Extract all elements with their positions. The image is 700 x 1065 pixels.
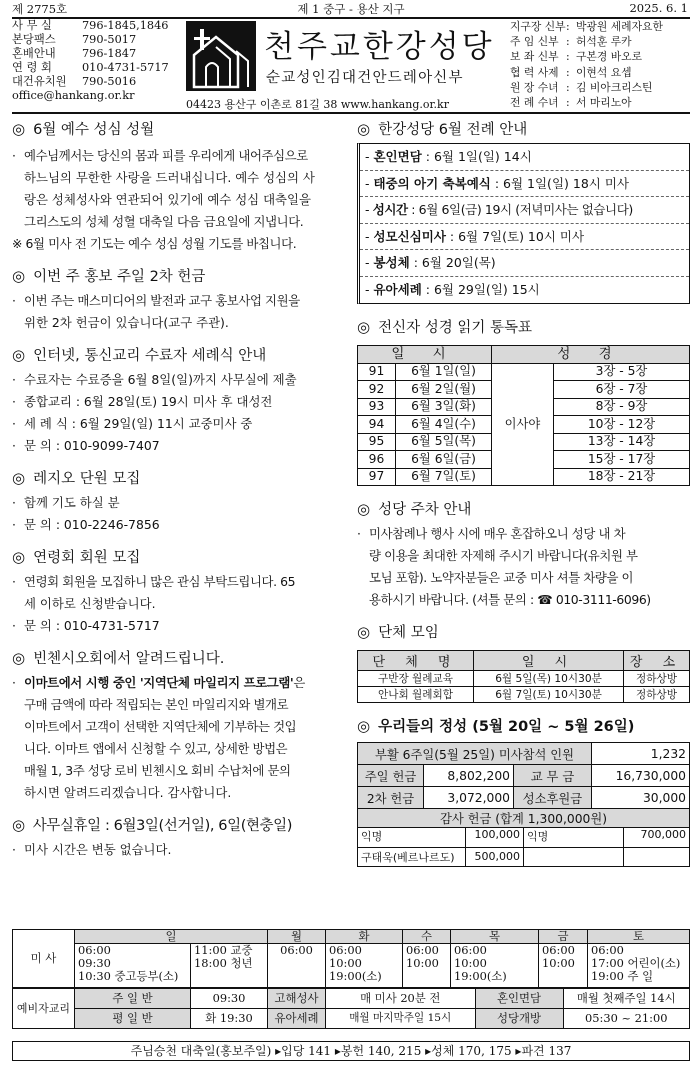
double-circle-icon: ◎ bbox=[12, 468, 26, 487]
double-circle-icon: ◎ bbox=[357, 119, 371, 138]
issue-date: 2025. 6. 1 bbox=[629, 1, 688, 15]
clergy-row: 전 례 수녀 : 서 마리노아 bbox=[510, 96, 632, 110]
contact-fax: 본당팩스 790-5017 bbox=[12, 32, 137, 46]
sun-times-1: 06:00 09:30 10:30 중고등부(소) bbox=[75, 944, 191, 988]
double-circle-icon: ◎ bbox=[12, 648, 26, 667]
table-row: 94 6월 4일(수) 10장 - 12장 bbox=[358, 416, 690, 434]
list-item: - 봉성체 : 6월 20일(목) bbox=[360, 250, 689, 277]
liturgy-list bbox=[357, 143, 690, 304]
table-row: 안나회 월례회합 6월 7일(토) 10시30분 정하상방 bbox=[358, 687, 690, 703]
contact-office: 사 무 실 796-1845,1846 bbox=[12, 19, 169, 32]
issue-number: 제 2775호 bbox=[12, 2, 68, 16]
list-item: - 태중의 아기 축복예식 : 6월 1일(일) 18시 미사 bbox=[360, 171, 689, 198]
clergy-row: 협 력 사제 : 이현석 요셉 bbox=[510, 65, 632, 79]
contact-list bbox=[12, 19, 182, 102]
list-item: - 유아세례 : 6월 29일(일) 15시 bbox=[365, 281, 540, 297]
day-mon: 월 bbox=[268, 930, 326, 944]
sun-times-2: 11:00 교중 18:00 청년 bbox=[191, 944, 268, 988]
catechumen-label: 예비자교리 bbox=[13, 989, 75, 1029]
section-title: ◎ 연령회 회원 모집 bbox=[12, 547, 141, 566]
right-column bbox=[357, 118, 690, 867]
church-patron: 순교성인김대건안드레아신부 bbox=[266, 70, 464, 86]
table-row: 96 6월 6일(금) 15장 - 17장 bbox=[358, 451, 690, 469]
top-bar bbox=[12, 1, 690, 17]
header-divider bbox=[12, 112, 690, 114]
table-row: 95 6월 5일(목) 13장 - 14장 bbox=[358, 433, 690, 451]
clergy-row: 보 좌 신부 : 구본경 바오로 bbox=[510, 50, 643, 64]
list-item: - 성시간 : 6월 6일(금) 19시 (저녁미사는 없습니다) bbox=[360, 197, 689, 224]
section-title: ◎ 우리들의 정성 (5월 20일 ~ 5월 26일) bbox=[357, 716, 635, 735]
section-title: ◎ 레지오 단원 모집 bbox=[12, 468, 141, 487]
contact-email[interactable]: office@hankang.or.kr bbox=[12, 88, 135, 102]
fri-times: 06:00 10:00 bbox=[539, 944, 588, 988]
section-baptism: ◎ 인터넷, 통신교리 수료자 세례식 안내 · 수료자는 수료증을 6월 8일(일)까지 사무실에 제출 · 종합교리 : 6월 28일(토) 19시 미사 후 대성전 · 세 례 식 : 6월 29일(일) 11시 교중미사 중 · 문 의 : 010-9099-7407 bbox=[12, 344, 347, 457]
sat-times: 06:00 17:00 어린이(소) 19:00 주 일 bbox=[588, 944, 690, 988]
section-offering bbox=[357, 715, 690, 867]
section-legio: ◎ 레지오 단원 모집 · 함께 기도 하실 분 · 문 의 : 010-2246-7856 bbox=[12, 467, 347, 536]
section-parking: ◎ 성당 주차 안내 · 미사참례나 행사 시에 매우 혼잡하오니 성당 내 차 량 이용을 최대한 자제해 주시기 바랍니다(유치원 부 모님 포함). 노약자분들은 교중 미사 셔틀 차량을 이 용하시기 바랍니다. (셔틀 문의 : ☎ 010-3111-6096) bbox=[357, 498, 690, 611]
double-circle-icon: ◎ bbox=[357, 622, 371, 641]
contact-wedding: 혼배안내 796-1847 bbox=[12, 46, 137, 60]
church-address[interactable]: 04423 용산구 이촌로 81길 38 www.hankang.or.kr bbox=[186, 98, 449, 111]
section-sacred-heart: ◎ 6월 예수 성심 성월 · 예수님께서는 당신의 몸과 피를 우리에게 내어주심으로 하느님의 무한한 사랑을 드러내십니다. 예수 성심의 사 랑은 성체성사와 연관되어 있기에 예수 성심 대축일을 그리스도의 성체 성혈 대축일 다음 금요일에 지냅니다. ※ 6월 미사 전 기도는 예수 성심 성월 기도를 바칩니다. bbox=[12, 118, 347, 255]
note-text: ※ 6월 미사 전 기도는 예수 성심 성월 기도를 바칩니다. bbox=[12, 236, 297, 251]
clergy-row: 원 장 수녀 : 김 비아크리스틴 bbox=[510, 80, 653, 94]
table-row: 구반장 월례교육 6월 5일(목) 10시30분 정하상방 bbox=[358, 671, 690, 687]
section-vincent: ◎ 빈첸시오회에서 알려드립니다. · 이마트에서 시행 중인 '지역단체 마일리지 프로그램'은 구매 금액에 따라 적립되는 본인 마일리지와 별개로 이마트에서 고객이 선택한 지역단체에 기부하는 것입 니다. 이마트 앱에서 신청할 수 있고, 상세한 방법은 매월 1, 3주 성당 로비 빈첸시오 회비 수납처에 문의 하시면 알려드리겠습니다. 감사합니다. bbox=[12, 647, 347, 804]
table-row: 91 6월 1일(일) 이사야 3장 - 5장 bbox=[358, 363, 690, 381]
table-row: 익명 100,000 익명 700,000 bbox=[358, 828, 690, 847]
double-circle-icon: ◎ bbox=[357, 499, 371, 518]
day-wed: 수 bbox=[403, 930, 451, 944]
section-liturgy bbox=[357, 118, 690, 304]
offering-table bbox=[357, 742, 690, 828]
table-row: 부활 6주일(5월 25일) 미사참석 인원 1,232 bbox=[358, 743, 690, 765]
table-row: 구태욱(베르나르도) 500,000 bbox=[358, 847, 690, 866]
wed-times: 06:00 10:00 bbox=[403, 944, 451, 988]
book-name: 이사야 bbox=[492, 363, 554, 486]
table-row: 93 6월 3일(화) 8장 - 9장 bbox=[358, 398, 690, 416]
section-title: ◎ 사무실휴일 : 6월3일(선거일), 6일(현충일) bbox=[12, 815, 293, 834]
clergy-list bbox=[510, 19, 692, 110]
mass-label: 미 사 bbox=[13, 930, 75, 988]
double-circle-icon: ◎ bbox=[12, 815, 25, 834]
mon-times: 06:00 bbox=[268, 944, 326, 988]
double-circle-icon: ◎ bbox=[12, 119, 26, 138]
section-groups bbox=[357, 621, 690, 703]
double-circle-icon: ◎ bbox=[357, 317, 371, 336]
church-title: 천주교한강성당 bbox=[264, 29, 495, 65]
table-row: 감사 헌금 (합계 1,300,000원) bbox=[358, 809, 690, 828]
section-second-collection: ◎ 이번 주 홍보 주일 2차 헌금 · 이번 주는 매스미디어의 발전과 교구 홍보사업 지원을 위한 2차 헌금이 있습니다(교구 주관). bbox=[12, 265, 347, 334]
section-title: ◎ 빈첸시오회에서 알려드립니다. bbox=[12, 648, 225, 667]
day-sat: 토 bbox=[588, 930, 690, 944]
table-row: 92 6월 2일(월) 6장 - 7장 bbox=[358, 381, 690, 399]
section-bible-reading bbox=[357, 316, 690, 486]
section-title: ◎ 성당 주차 안내 bbox=[357, 499, 472, 518]
section-funeral-society: ◎ 연령회 회원 모집 · 연령회 회원을 모집하니 많은 관심 부탁드립니다. 65 세 이하로 신청받습니다. · 문 의 : 010-4731-5717 bbox=[12, 546, 347, 637]
section-title: ◎ 전신자 성경 읽기 통독표 bbox=[357, 317, 532, 336]
mass-schedule: 미 사 일 월 화 수 목 금 토 06:00 09:30 10:30 중고등부(소) 11:00 교중 18:00 청년 06:00 06:00 10:00 19:00(소) 06:00 10:00 06:00 10:00 19:00(소) 06:00 10:00 06:00 17:00 어린이(소) 19:00 주 일 예비자교리 주 일 반 09:30 고해성사 매 미사 20분 전 혼인면담 매월 첫째주일 14시 평 일 반 화 19:30 유아세례 매월 마지막주일 15시 성당개방 05:30 ~ 21:00 bbox=[12, 929, 690, 1029]
thanks-offering-table bbox=[357, 828, 690, 867]
column-header-book: 성 경 bbox=[492, 346, 690, 364]
thu-times: 06:00 10:00 19:00(소) bbox=[451, 944, 539, 988]
table-row: 2차 헌금 3,072,000 성소후원금 30,000 bbox=[358, 787, 690, 809]
table-row: 97 6월 7일(토) 18장 - 21장 bbox=[358, 468, 690, 486]
hymn-readings: 주님승천 대축일(홍보주일) ▸입당 141 ▸봉헌 140, 215 ▸성체 170, 175 ▸파견 137 bbox=[12, 1041, 690, 1061]
list-item: - 혼인면담 : 6월 1일(일) 14시 bbox=[360, 144, 689, 171]
list-item: - 성모신심미사 : 6월 7일(토) 10시 미사 bbox=[360, 224, 689, 251]
day-thu: 목 bbox=[451, 930, 539, 944]
section-title: ◎ 이번 주 홍보 주일 2차 헌금 bbox=[12, 266, 206, 285]
section-title: ◎ 6월 예수 성심 성월 bbox=[12, 119, 155, 138]
double-circle-icon: ◎ bbox=[357, 716, 371, 735]
double-circle-icon: ◎ bbox=[12, 266, 26, 285]
day-tue: 화 bbox=[326, 930, 403, 944]
left-column bbox=[12, 118, 347, 861]
section-office-holiday: ◎ 사무실휴일 : 6월3일(선거일), 6일(현충일) · 미사 시간은 변동 없습니다. bbox=[12, 814, 347, 861]
section-title: ◎ 단체 모임 bbox=[357, 622, 439, 641]
section-title: ◎ 한강성당 6월 전례 안내 bbox=[357, 119, 528, 138]
double-circle-icon: ◎ bbox=[12, 345, 26, 364]
contact-funeral: 연 령 회 010-4731-5717 bbox=[12, 60, 169, 74]
church-logo-icon bbox=[186, 21, 256, 91]
tue-times: 06:00 10:00 19:00(소) bbox=[326, 944, 403, 988]
column-header-date: 일 시 bbox=[358, 346, 492, 364]
clergy-row: 지구장 신부 : 박광원 세례자요한 bbox=[510, 20, 663, 33]
day-fri: 금 bbox=[539, 930, 588, 944]
group-meeting-table: 단 체 명 일 시 장 소 구반장 월례교육 6월 5일(목) 10시30분 정하상방 안나회 월례회합 6월 7일(토) 10시30분 정하상방 bbox=[357, 650, 690, 703]
clergy-row: 주 임 신부 : 허석훈 루카 bbox=[510, 35, 632, 49]
section-title: ◎ 인터넷, 통신교리 수료자 세례식 안내 bbox=[12, 345, 267, 364]
contact-kindergarten: 대건유치원 790-5016 bbox=[12, 74, 137, 88]
day-sun: 일 bbox=[75, 930, 268, 944]
double-circle-icon: ◎ bbox=[12, 547, 26, 566]
table-row: 주일 헌금 8,802,200 교 무 금 16,730,000 bbox=[358, 765, 690, 787]
region-label: 제 1 중구 - 용산 지구 bbox=[297, 2, 405, 16]
bible-reading-table bbox=[357, 345, 690, 486]
